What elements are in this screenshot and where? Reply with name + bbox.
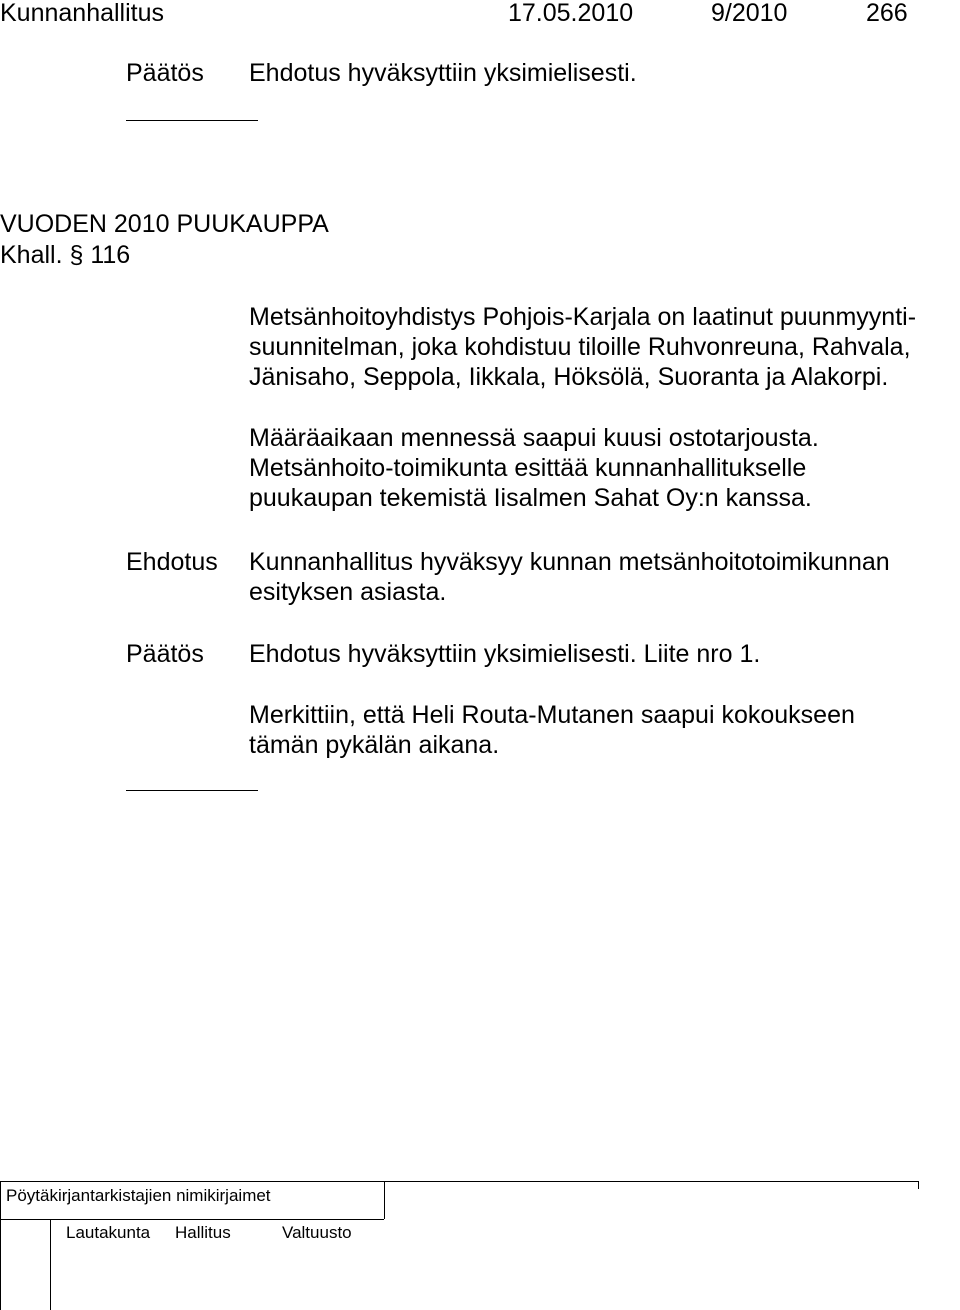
signature-table-title: Pöytäkirjantarkistajien nimikirjaimet [6, 1186, 271, 1205]
header-page-number: 266 [866, 0, 908, 27]
decision-label: Päätös [126, 640, 204, 668]
table-border [0, 1219, 384, 1220]
intro-paragraph [249, 302, 949, 392]
header-body-name: Kunnanhallitus [0, 0, 165, 27]
item-title: VUODEN 2010 PUUKAUPPA [0, 210, 329, 238]
header-meeting-number: 9/2010 [711, 0, 788, 27]
section-divider [126, 120, 258, 121]
signature-column-label: Hallitus [175, 1223, 231, 1242]
header-date: 17.05.2010 [508, 0, 634, 27]
decision-text: Ehdotus hyväksyttiin yksimielisesti. Liite nro 1. [249, 640, 761, 668]
table-border [0, 1181, 1, 1310]
note-line: tämän pykälän aikana. [249, 731, 500, 759]
detail-line: Metsänhoito-toimikunta esittää kunnanhallitukselle [249, 454, 807, 482]
table-border [918, 1181, 919, 1189]
detail-line: Määräaikaan mennessä saapui kuusi ostotarjousta. [249, 424, 819, 452]
prev-decision-label: Päätös [126, 59, 204, 87]
intro-line: Jänisaho, Seppola, Iikkala, Höksölä, Suoranta ja Alakorpi. [249, 363, 889, 391]
signature-column-label: Valtuusto [282, 1223, 352, 1242]
proposal-line: esityksen asiasta. [249, 578, 447, 606]
detail-paragraph [249, 423, 949, 513]
table-border [50, 1219, 51, 1310]
proposal-label: Ehdotus [126, 548, 218, 576]
prev-decision-text: Ehdotus hyväksyttiin yksimielisesti. [249, 59, 637, 87]
item-reference: Khall. § 116 [0, 241, 131, 269]
signature-column-label: Lautakunta [66, 1223, 151, 1242]
proposal-paragraph [249, 547, 949, 607]
signature-table [0, 1181, 960, 1310]
intro-line: Metsänhoitoyhdistys Pohjois-Karjala on laatinut puunmyynti- [249, 303, 917, 331]
proposal-line: Kunnanhallitus hyväksyy kunnan metsänhoitotoimikunnan [249, 548, 890, 576]
detail-line: puukaupan tekemistä Iisalmen Sahat Oy:n kanssa. [249, 484, 812, 512]
note-line: Merkittiin, että Heli Routa-Mutanen saapui kokoukseen [249, 701, 855, 729]
intro-line: suunnitelman, joka kohdistuu tiloille Ruhvonreuna, Rahvala, [249, 333, 911, 361]
section-divider [126, 790, 258, 791]
table-border [0, 1181, 918, 1182]
table-border [384, 1181, 385, 1219]
note-paragraph [249, 700, 949, 760]
